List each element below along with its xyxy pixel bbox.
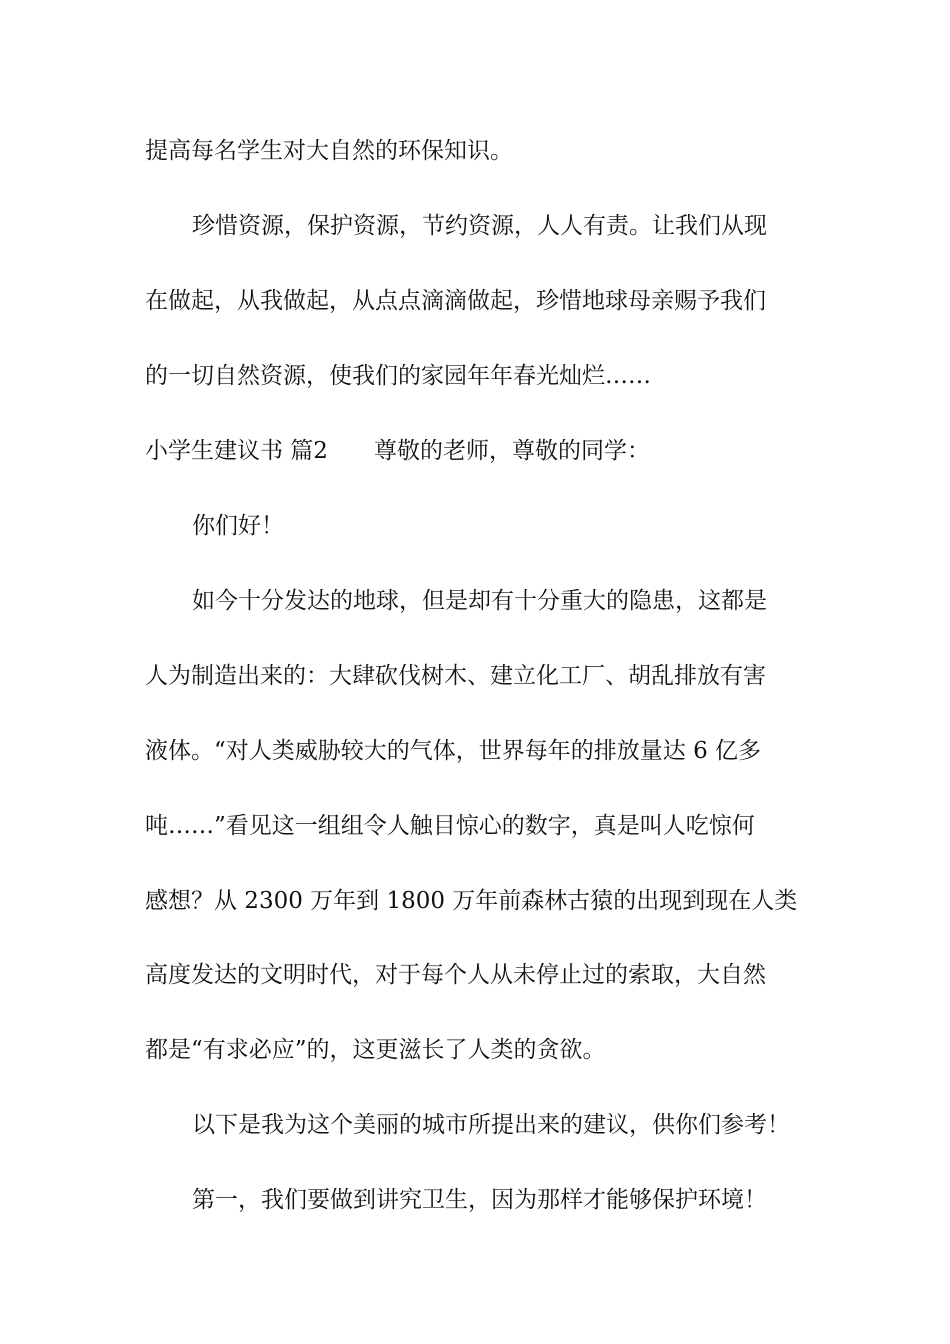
paragraph-line: 提高每名学生对大自然的环保知识。 [145, 138, 513, 164]
paragraph-line: 感想？从 2300 万年到 1800 万年前森林古猿的出现到现在人类 [145, 888, 798, 914]
paragraph-line: 第一，我们要做到讲究卫生，因为那样才能够保护环境！ [192, 1187, 767, 1213]
section-heading: 小学生建议书 篇2 [145, 438, 328, 464]
paragraph-line: 珍惜资源，保护资源，节约资源，人人有责。让我们从现 [192, 213, 767, 239]
paragraph-line: 液体。“对人类威胁较大的气体，世界每年的排放量达 6 亿多 [145, 738, 762, 764]
paragraph-line: 都是“有求必应”的，这更滋长了人类的贪欲。 [145, 1037, 606, 1063]
paragraph-line: 人为制造出来的：大肆砍伐树木、建立化工厂、胡乱排放有害 [145, 663, 766, 689]
paragraph-line: 在做起，从我做起，从点点滴滴做起，珍惜地球母亲赐予我们 [145, 288, 766, 314]
paragraph-line: 如今十分发达的地球，但是却有十分重大的隐患，这都是 [192, 588, 767, 614]
paragraph-line: 以下是我为这个美丽的城市所提出来的建议，供你们参考！ [192, 1112, 790, 1138]
greeting-line: 你们好！ [192, 513, 284, 539]
paragraph-line: 的一切自然资源，使我们的家园年年春光灿烂…… [145, 363, 651, 389]
salutation: 尊敬的老师，尊敬的同学： [373, 438, 650, 464]
paragraph-line: 高度发达的文明时代，对于每个人从未停止过的索取，大自然 [145, 962, 766, 988]
paragraph-line: 吨……”看见这一组组令人触目惊心的数字，真是叫人吃惊何 [145, 813, 755, 839]
section-heading-line [145, 436, 650, 466]
